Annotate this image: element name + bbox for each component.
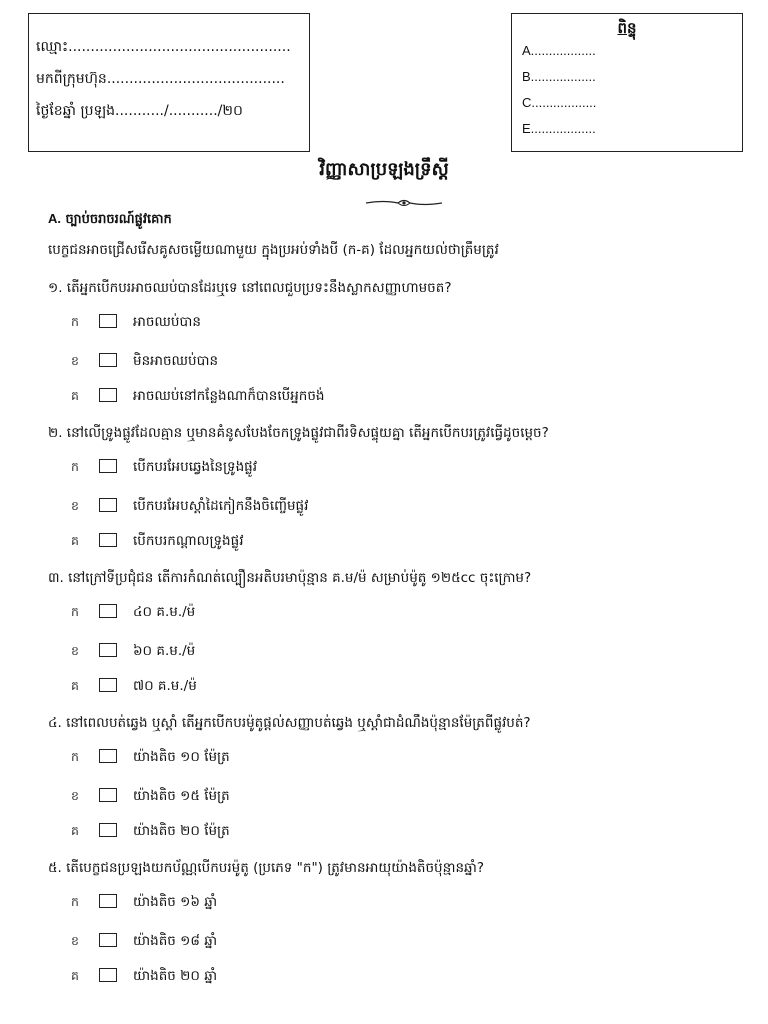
option-text: យ៉ាងតិច ២០ ឆ្នាំ bbox=[133, 968, 218, 984]
question-4-text: ៤. នៅពេលបត់ឆ្វេង ឬស្តាំ តើអ្នកបើកបរម៉ូតូផ្តល់សញ្ញាបត់ឆ្វេង ឬស្តាំជាដំណឹងប៉ុន្មានម៉ែត្រពីផ្លូវបត់? bbox=[48, 715, 531, 731]
option-letter: ខ bbox=[71, 933, 79, 948]
option-letter: គ bbox=[71, 388, 79, 403]
answer-checkbox[interactable] bbox=[99, 788, 117, 802]
option-text: ៧០ គ.ម./ម៉ bbox=[133, 678, 197, 694]
exam-date-field[interactable]: ថ្ងៃខែឆ្នាំ ប្រឡង.........../.........../២០ bbox=[36, 103, 243, 119]
answer-checkbox[interactable] bbox=[99, 643, 117, 657]
option-text: បើកបរកណ្តាលទ្រូងផ្លូវ bbox=[133, 533, 244, 549]
answer-checkbox[interactable] bbox=[99, 314, 117, 328]
option-letter: ក bbox=[71, 314, 79, 329]
option-text: យ៉ាងតិច ២០ ម៉ែត្រ bbox=[133, 823, 230, 839]
answer-checkbox[interactable] bbox=[99, 388, 117, 402]
score-line-c[interactable]: C.................. bbox=[522, 95, 597, 110]
option-text: ៤០ គ.ម./ម៉ bbox=[133, 604, 196, 620]
option-letter: ក bbox=[71, 459, 79, 474]
answer-checkbox[interactable] bbox=[99, 678, 117, 692]
option-text: យ៉ាងតិច ១៦ ឆ្នាំ bbox=[133, 894, 218, 910]
option-text: បើកបរអែបឆ្វេងនៃទ្រូងផ្លូវ bbox=[133, 459, 257, 475]
decorative-divider-icon bbox=[364, 196, 444, 210]
score-title: ពិន្ទុ bbox=[617, 19, 637, 37]
answer-checkbox[interactable] bbox=[99, 749, 117, 763]
option-text: យ៉ាងតិច ១៥ ម៉ែត្រ bbox=[133, 788, 230, 804]
section-heading bbox=[48, 209, 172, 230]
score-line-b[interactable]: B.................. bbox=[522, 69, 596, 84]
option-letter: ខ bbox=[71, 643, 79, 658]
answer-checkbox[interactable] bbox=[99, 823, 117, 837]
option-letter: ក bbox=[71, 604, 79, 619]
answer-checkbox[interactable] bbox=[99, 533, 117, 547]
instructions: បេក្ខជនអាចជ្រើសរើសគូសចម្លើយណាមួយ ក្នុងប្រអប់ទាំងបី (ក-គ) ដែលអ្នកយល់ថាត្រឹមត្រូវ bbox=[48, 242, 499, 258]
answer-checkbox[interactable] bbox=[99, 604, 117, 618]
company-field[interactable]: មកពីក្រុមហ៊ុន........................................ bbox=[36, 71, 285, 87]
option-letter: ខ bbox=[71, 353, 79, 368]
score-line-e[interactable]: E.................. bbox=[522, 121, 596, 136]
option-letter: ខ bbox=[71, 788, 79, 803]
question-1-text: ១. តើអ្នកបើកបរអាចឈប់បានដែរឬទេ នៅពេលជួបប្រទះនឹងស្លាកសញ្ញាហាមចត? bbox=[48, 280, 452, 296]
question-3-text: ៣. នៅក្រៅទីប្រជុំជន តើការកំណត់ល្បឿនអតិបរមាប៉ុន្មាន គ.ម/ម៉ សម្រាប់ម៉ូតូ ១២៥cc ចុះក្រោម? bbox=[48, 570, 532, 586]
option-text: ៦០ គ.ម./ម៉ bbox=[133, 643, 196, 659]
question-5-text: ៥. តើបេក្ខជនប្រឡងយកប័ណ្ណបើកបរម៉ូតូ (ប្រភេទ "ក") ត្រូវមានអាយុយ៉ាងតិចប៉ុន្មានឆ្នាំ? bbox=[48, 860, 485, 876]
option-text: អាចឈប់បាន bbox=[133, 314, 201, 330]
option-text: អាចឈប់នៅកន្លែងណាក៏បានបើអ្នកចង់ bbox=[133, 388, 325, 404]
score-box bbox=[511, 13, 743, 152]
question-2-text: ២. នៅលើទ្រូងផ្លូវដែលគ្មាន ឬមានគំនូសបែងចែកទ្រូងផ្លូវជាពីរទិសផ្ទុយគ្នា តើអ្នកបើកបរត្រូវធ្វើដូចម្តេច? bbox=[48, 425, 549, 441]
option-letter: គ bbox=[71, 823, 79, 838]
option-letter: គ bbox=[71, 968, 79, 983]
document-title: វិញ្ញាសាប្រឡងទ្រឹស្តី bbox=[319, 159, 449, 180]
option-letter: គ bbox=[71, 678, 79, 693]
answer-checkbox[interactable] bbox=[99, 933, 117, 947]
answer-checkbox[interactable] bbox=[99, 498, 117, 512]
option-text: មិនអាចឈប់បាន bbox=[133, 353, 219, 369]
candidate-info-box bbox=[28, 13, 310, 152]
option-text: យ៉ាងតិច ១៨ ឆ្នាំ bbox=[133, 933, 218, 949]
answer-checkbox[interactable] bbox=[99, 894, 117, 908]
option-text: បើកបរអែបស្តាំដៃកៀកនឹងចិញ្ចើមផ្លូវ bbox=[133, 498, 309, 514]
answer-checkbox[interactable] bbox=[99, 353, 117, 367]
section-name: ច្បាប់ចរាចរណ៍ផ្លូវគោក bbox=[65, 212, 172, 227]
answer-checkbox[interactable] bbox=[99, 459, 117, 473]
name-field[interactable]: ឈ្មោះ.................................................. bbox=[36, 39, 291, 55]
section-code: A. bbox=[48, 211, 61, 226]
answer-checkbox[interactable] bbox=[99, 968, 117, 982]
option-letter: ក bbox=[71, 894, 79, 909]
option-letter: ខ bbox=[71, 498, 79, 513]
score-line-a[interactable]: A.................. bbox=[522, 43, 596, 58]
option-text: យ៉ាងតិច ១០ ម៉ែត្រ bbox=[133, 749, 230, 765]
option-letter: គ bbox=[71, 533, 79, 548]
option-letter: ក bbox=[71, 749, 79, 764]
